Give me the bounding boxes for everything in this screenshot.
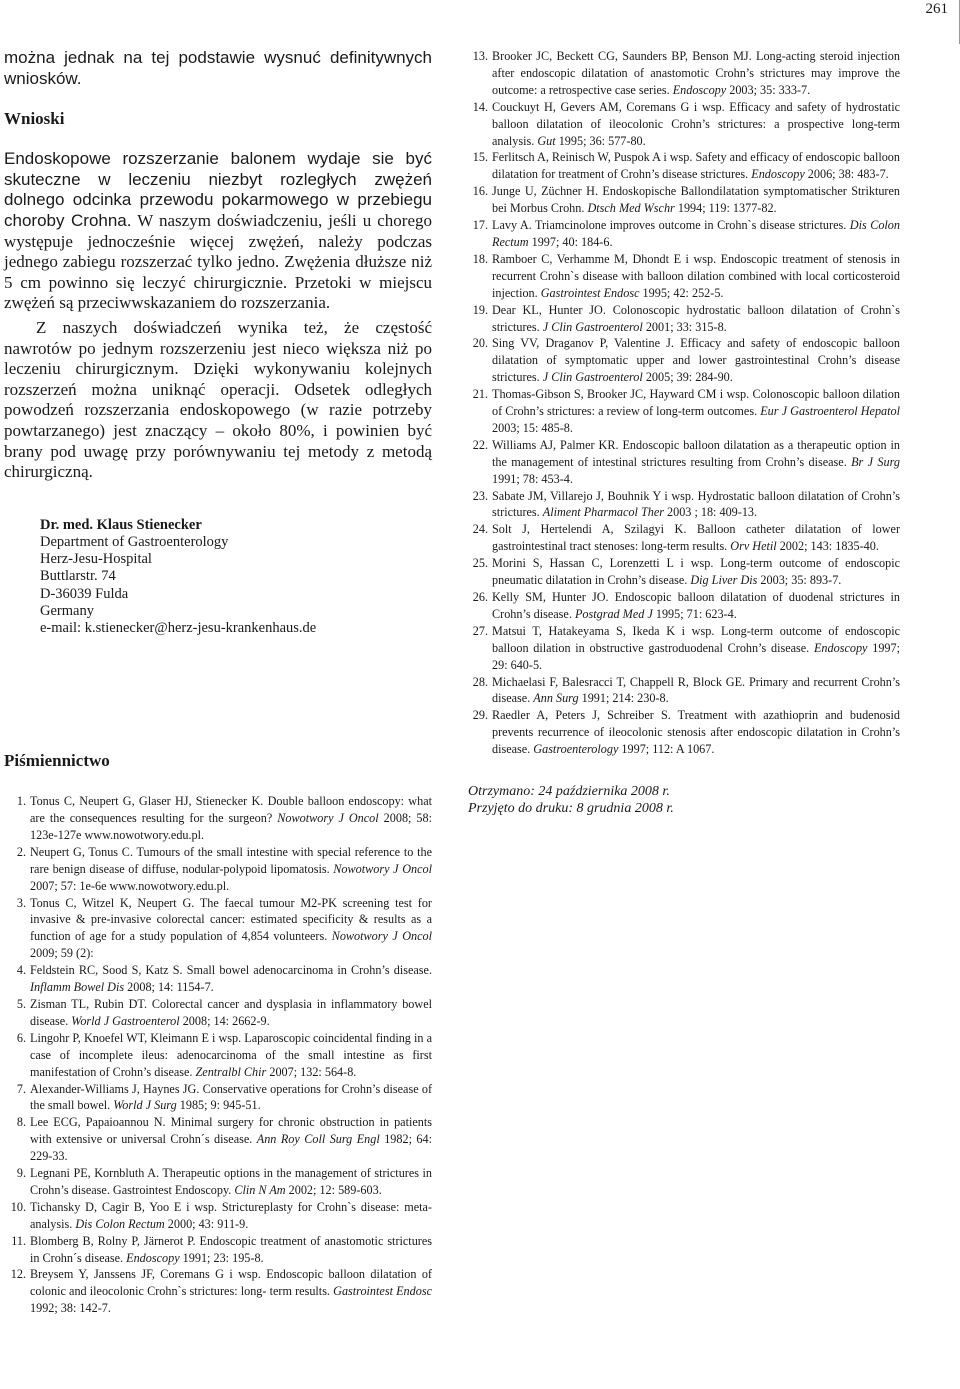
reference-tail: 2003; 15: 485-8. xyxy=(492,420,573,435)
reference-number: 13. xyxy=(472,49,488,63)
reference-journal: Endoscopy xyxy=(813,640,868,655)
reference-journal: Orv Hetil xyxy=(730,539,777,554)
reference-item xyxy=(4,1165,432,1199)
reference-journal: World J Gastroenterol xyxy=(71,1013,180,1028)
reference-text: Williams AJ, Palmer KR. Endoscopic balloon dilatation as a therapeutic option in the management of intestinal strictures resulting from Crohn’s disease. xyxy=(492,437,900,469)
reference-journal: Nowotwory J Oncol xyxy=(331,929,432,944)
conclusions-paragraph-1-serif: W naszym doświadczeniu, jeśli u chorego występuje jednocześnie więcej zwężeń, należy podczas jednego zabiegu rozszerzać tylko jedno. Zwężenia dłuższe niż 5 cm powinno się leczyć chirurgicznie. Przetoki w miejscu zwężeń są przeciwwskazaniem do rozszerzania. xyxy=(4,210,432,313)
reference-journal: Inflamm Bowel Dis xyxy=(30,980,125,995)
reference-item xyxy=(466,707,900,758)
reference-tail: 2009; 59 (2): xyxy=(30,946,94,961)
reference-journal: Aliment Pharmacol Ther xyxy=(542,505,664,520)
reference-text: Morini S, Hassan C, Lorenzetti L i wsp. Long-term outcome of endoscopic pneumatic dilatation in Crohn’s disease. xyxy=(492,556,900,588)
reference-item xyxy=(4,1114,432,1165)
conclusions-paragraph-1 xyxy=(4,149,432,314)
reference-journal: Br J Surg xyxy=(851,454,901,469)
accepted-date: Przyjęto do druku: 8 grudnia 2008 r. xyxy=(468,800,674,816)
reference-journal: Gut xyxy=(537,133,556,148)
reference-tail: 2001; 33: 315-8. xyxy=(642,319,727,334)
reference-number: 6. xyxy=(16,1030,26,1045)
reference-text: Tonus C, Neupert G, Glaser HJ, Stienecker K. Double balloon endoscopy: what are the consequences resulting for the surgeon? xyxy=(30,794,432,826)
reference-journal: Gastrointest Endosc xyxy=(333,1284,432,1299)
reference-item xyxy=(4,1266,432,1317)
reference-text: Sabate JM, Villarejo J, Bouhnik Y i wsp. Hydrostatic balloon dilatation of Crohn’s strictures. xyxy=(492,488,900,520)
page-number: 261 xyxy=(925,1,948,17)
reference-journal: Eur J Gastroenterol Hepatol xyxy=(760,404,900,419)
reference-number: 17. xyxy=(472,218,488,233)
reference-tail: 2003 ; 18: 409-13. xyxy=(663,505,758,520)
reference-number: 4. xyxy=(16,963,26,978)
reference-text: Lavy A. Triamcinolone improves outcome in Crohn`s disease strictures. xyxy=(492,218,850,233)
reference-tail: 2008; 58: 123e-127e www.nowotwory.edu.pl. xyxy=(30,811,432,842)
reference-tail: 1994; 119: 1377-82. xyxy=(674,201,777,216)
reference-text: Lingohr P, Knoefel WT, Kleimann E i wsp. Laparoscopic coincidental finding in a case of incomplete ileus: adenocarcinoma of the small intestine as first manifestation of Crohn’s disease. xyxy=(30,1030,432,1079)
intro-text: można jednak na tej podstawie wysnuć definitywnych wniosków. xyxy=(4,48,432,88)
reference-item xyxy=(466,48,900,99)
reference-text: Breysem Y, Janssens JF, Coremans G i wsp. Endoscopic balloon dilatation of colonic and ileocolonic Crohn`s strictures: long- term results. xyxy=(30,1267,432,1299)
reference-journal: Nowotwory J Oncol xyxy=(333,861,432,876)
reference-text: Ferlitsch A, Reinisch W, Puspok A i wsp. Safety and efficacy of endoscopic balloon dilatation for treatment of Crohn’s disease strictures. xyxy=(492,150,900,182)
conclusions-heading: Wnioski xyxy=(4,109,65,129)
reference-tail: 2005; 39: 284-90. xyxy=(642,370,733,385)
reference-tail: 1985; 9: 945-51. xyxy=(176,1098,261,1113)
right-column xyxy=(466,48,900,817)
reference-journal: Endoscopy xyxy=(672,82,727,97)
reference-text: Kelly SM, Hunter JO. Endoscopic balloon dilatation of duodenal strictures in Crohn’s disease. xyxy=(492,590,900,621)
reference-number: 11. xyxy=(11,1233,26,1248)
reference-tail: 2003; 35: 893-7. xyxy=(757,573,842,588)
reference-tail: 2002; 143: 1835-40. xyxy=(776,539,879,554)
reference-number: 18. xyxy=(472,251,488,266)
reference-number: 9. xyxy=(16,1166,26,1181)
reference-item xyxy=(466,521,900,555)
reference-tail: 1997; 29: 640-5. xyxy=(492,640,900,672)
reference-text: Brooker JC, Beckett CG, Saunders BP, Benson MJ. Long-acting steroid injection after endoscopic dilatation of anastomotic Crohn’s strictures may improve the outcome: a retrospective case series. xyxy=(492,49,900,97)
reference-tail: 1995; 71: 623-4. xyxy=(652,606,737,621)
reference-number: 5. xyxy=(16,996,26,1011)
reference-number: 19. xyxy=(472,302,488,317)
reference-text: Tonus C, Witzel K, Neupert G. The faecal tumour M2-PK screening test for invasive & pre-invasive colorectal cancer: estimated specificity & results as a function of age for a study population of 4,854 volunteers. xyxy=(30,895,432,944)
reference-number: 25. xyxy=(472,556,488,571)
left-column xyxy=(4,48,432,1317)
reference-item xyxy=(466,589,900,623)
author-email: e-mail: k.stienecker@herz-jesu-krankenhaus.de xyxy=(40,619,317,636)
author-department: Department of Gastroenterology xyxy=(40,533,229,550)
reference-journal: Endoscopy xyxy=(126,1250,180,1265)
reference-text: Solt J, Hertelendi A, Szilagyi K. Balloon catheter dilatation of lower gastrointestinal tract stenoses: long-term results. xyxy=(492,522,900,554)
reference-text: Alexander-Williams J, Haynes JG. Conservative operations for Crohn’s disease of the small bowel. xyxy=(30,1081,432,1113)
reference-item xyxy=(4,844,432,895)
reference-number: 14. xyxy=(472,99,488,114)
reference-journal: Dis Colon Rectum xyxy=(75,1216,165,1231)
reference-text: Zisman TL, Rubin DT. Colorectal cancer and dysplasia in inflammatory bowel disease. xyxy=(30,996,432,1028)
reference-tail: 2008; 14: 2662-9. xyxy=(179,1013,270,1028)
reference-item xyxy=(4,1199,432,1233)
references-heading: Piśmiennictwo xyxy=(4,751,110,771)
reference-tail: 2000; 43: 911-9. xyxy=(164,1216,249,1231)
reference-journal: Gastrointest Endosc xyxy=(540,285,640,300)
reference-item xyxy=(466,674,900,708)
reference-tail: 2007; 132: 564-8. xyxy=(266,1064,357,1079)
reference-tail: 1995; 36: 577-80. xyxy=(555,133,646,148)
author-street: Buttlarstr. 74 xyxy=(40,568,116,585)
conclusions-paragraph-2: Z naszych doświadczeń wynika też, że częstość nawrotów po jednym rozszerzeniu jest nieco większa niż po leczeniu chirurgicznym. Dzięki wykonywaniu kolejnych rozszerzeń można uniknąć operacji. Odsetek odległych powodzeń rozszerzania endoskopowego (w razie potrzeby powtarzanego) jest znaczący – około 80%, i powinien być brany pod uwagę przy porównywaniu tej metody z metodą chirurgiczną. xyxy=(4,317,432,482)
reference-tail: 2008; 14: 1154-7. xyxy=(124,980,214,995)
reference-item xyxy=(466,217,900,251)
reference-number: 12. xyxy=(10,1267,26,1282)
reference-journal: Dtsch Med Wschr xyxy=(587,201,675,216)
reference-number: 2. xyxy=(16,844,26,859)
reference-item xyxy=(466,149,900,183)
reference-number: 1. xyxy=(16,794,26,809)
reference-number: 28. xyxy=(472,674,488,689)
reference-tail: 1991; 23: 195-8. xyxy=(179,1250,264,1265)
reference-number: 24. xyxy=(472,522,488,537)
reference-journal: Nowotwory J Oncol xyxy=(277,811,379,826)
author-hospital: Herz-Jesu-Hospital xyxy=(40,551,152,568)
reference-text: Couckuyt H, Gevers AM, Coremans G i wsp. Efficacy and safety of hydrostatic balloon dilatation of ileocolonic Crohn’s strictures: a prospective long-term analysis. xyxy=(492,99,900,148)
reference-item xyxy=(4,1233,432,1267)
reference-item xyxy=(466,386,900,437)
reference-tail: 2002; 12: 589-603. xyxy=(285,1182,382,1197)
reference-number: 29. xyxy=(472,708,488,723)
reference-number: 21. xyxy=(472,387,488,402)
reference-item xyxy=(466,488,900,522)
reference-item xyxy=(466,555,900,589)
reference-item xyxy=(466,437,900,488)
reference-journal: Dis Colon Rectum xyxy=(492,218,900,249)
references-list-left xyxy=(4,793,432,1317)
reference-journal: Gastroenterology xyxy=(533,742,619,757)
reference-tail: 1997; 40: 184-6. xyxy=(528,234,613,249)
reference-tail: 1991; 214: 230-8. xyxy=(578,691,669,706)
reference-tail: 1995; 42: 252-5. xyxy=(639,285,724,300)
reference-text: Legnani PE, Kornbluth A. Therapeutic options in the management of strictures in Crohn’s disease. Gastrointest Endoscopy. xyxy=(30,1166,432,1197)
reference-item xyxy=(466,183,900,217)
author-country: Germany xyxy=(40,602,94,619)
reference-tail: 1992; 38: 142-7. xyxy=(30,1301,111,1316)
reference-number: 27. xyxy=(472,623,488,638)
reference-item xyxy=(466,251,900,302)
reference-item xyxy=(466,302,900,336)
author-name: Dr. med. Klaus Stienecker xyxy=(40,516,202,533)
reference-text: Ramboer C, Verhamme M, Dhondt E i wsp. Endoscopic treatment of stenosis in recurrent Crohn`s disease with balloon dilation combined with local corticosteroid injection. xyxy=(492,251,900,300)
reference-text: Thomas-Gibson S, Brooker JC, Hayward CM i wsp. Colonoscopic balloon dilation of Crohn’s strictures: a review of long-term outcomes. xyxy=(492,387,900,419)
author-block xyxy=(4,517,432,637)
reference-journal: J Clin Gastroenterol xyxy=(542,370,643,385)
reference-journal: Dig Liver Dis xyxy=(690,573,758,588)
reference-journal: Postgrad Med J xyxy=(574,606,653,621)
reference-tail: 1997; 112: A 1067. xyxy=(618,742,715,757)
reference-number: 23. xyxy=(472,488,488,503)
reference-item xyxy=(4,895,432,963)
reference-number: 7. xyxy=(16,1081,26,1096)
reference-item xyxy=(466,99,900,150)
reference-item xyxy=(4,962,432,996)
reference-number: 3. xyxy=(16,895,26,910)
reference-item xyxy=(466,335,900,386)
reference-journal: Ann Roy Coll Surg Engl xyxy=(256,1132,380,1147)
reference-number: 10. xyxy=(10,1199,26,1214)
reference-number: 26. xyxy=(472,590,488,604)
dates-block xyxy=(466,784,900,817)
conclusions-paragraph-1-sans: Endoskopowe rozszerzanie balonem wydaje sie być skuteczne w leczeniu niezbyt rozległych zwężeń dolnego odcinka przewodu pokarmowego w przebiegu choroby Crohna. xyxy=(4,149,432,230)
reference-journal: World J Surg xyxy=(113,1098,177,1113)
reference-text: Neupert G, Tonus C. Tumours of the small intestine with special reference to the rare benign disease of diffuse, nodular-polypoid lipomatosis. xyxy=(30,844,432,876)
reference-text: Feldstein RC, Sood S, Katz S. Small bowel adenocarcinoma in Crohn’s disease. xyxy=(30,963,432,978)
references-list-right xyxy=(466,48,900,758)
reference-tail: 2003; 35: 333-7. xyxy=(726,82,811,97)
reference-text: Matsui T, Hatakeyama S, Ikeda K i wsp. Long-term outcome of endoscopic balloon dilation in obstructive gastroduodenal Crohn’s disease. xyxy=(492,623,900,655)
reference-number: 22. xyxy=(472,437,488,452)
reference-text: Lee ECG, Papaioannou N. Minimal surgery for chronic obstruction in patients with extensive or universal Crohn´s disease. xyxy=(30,1115,432,1147)
reference-journal: Clin N Am xyxy=(234,1182,286,1197)
reference-tail: 2006; 38: 483-7. xyxy=(804,167,889,182)
reference-number: 15. xyxy=(472,150,488,165)
reference-text: Michaelasi F, Balesracci T, Chappell R, Block GE. Primary and recurrent Crohn’s disease. xyxy=(492,674,900,706)
reference-number: 8. xyxy=(16,1115,26,1130)
received-date: Otrzymano: 24 października 2008 r. xyxy=(468,784,670,800)
reference-text: Blomberg B, Rolny P, Järnerot P. Endoscopic treatment of anastomotic strictures in Crohn´s disease. xyxy=(30,1233,432,1265)
reference-item xyxy=(4,1081,432,1115)
reference-text: Tichansky D, Cagir B, Yoo E i wsp. Strictureplasty for Crohn`s disease: meta-analysis. xyxy=(30,1199,432,1231)
reference-number: 16. xyxy=(472,184,488,199)
reference-journal: Ann Surg xyxy=(533,691,579,706)
reference-text: Junge U, Züchner H. Endoskopische Ballondilatation symptomatischer Strikturen bei Morbus Crohn. xyxy=(492,184,900,216)
reference-text: Dear KL, Hunter JO. Colonoscopic hydrostatic balloon dilatation of Crohn`s strictures. xyxy=(492,302,900,334)
reference-text: Sing VV, Draganov P, Valentine J. Efficacy and safety of endoscopic balloon dilatation of symptomatic upper and lower gastrointestinal Crohn’s disease strictures. xyxy=(492,336,900,385)
reference-item xyxy=(4,996,432,1030)
reference-journal: J Clin Gastroenterol xyxy=(542,319,643,334)
reference-item xyxy=(4,793,432,844)
reference-item xyxy=(466,623,900,674)
reference-tail: 1991; 78: 453-4. xyxy=(492,471,573,486)
reference-tail: 1982; 64: 229-33. xyxy=(30,1132,432,1164)
author-city: D-36039 Fulda xyxy=(40,585,129,602)
reference-journal: Endoscopy xyxy=(751,167,805,182)
reference-item xyxy=(4,1030,432,1081)
reference-text: Raedler A, Peters J, Schreiber S. Treatment with azathioprin and budenosid prevents recurrence of ileocolonic stenosis after endoscopic dilatation in Crohn’s disease. xyxy=(492,708,900,757)
reference-number: 20. xyxy=(472,336,488,351)
reference-tail: 2007; 57: 1e-6e www.nowotwory.edu.pl. xyxy=(30,878,230,893)
reference-journal: Zentralbl Chir xyxy=(195,1064,267,1079)
